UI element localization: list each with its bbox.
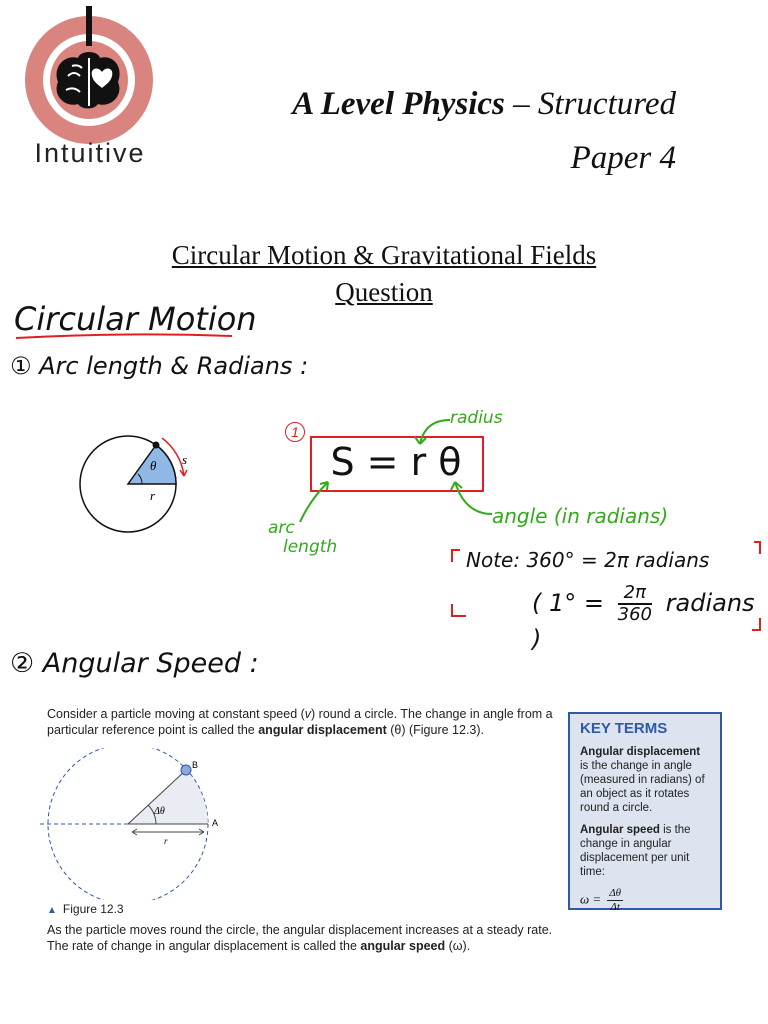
handwritten-section-title: Circular Motion [14,300,257,338]
note-open: ( 1° = [532,589,604,617]
angular-speed-formula [580,887,710,914]
handwritten-item-arc-length: ① Arc length & Radians : [10,352,309,380]
note-close: radians ) [532,589,755,653]
point-b-label: B [192,760,199,770]
theta-label: θ [150,458,157,473]
key-term-angular-displacement [580,745,710,815]
title-rest: – Structured [504,86,676,122]
para1-bold: angular displacement [258,723,387,737]
para2-text-b: (ω). [445,939,471,953]
para1-v: v [304,707,312,721]
para1-text-b: ) round a circle. The change in angle from a particular reference point is called the [47,707,553,737]
textbook-paragraph-2 [47,922,557,954]
para2-bold: angular speed [360,939,446,953]
key-term-angular-speed [580,823,710,879]
key-terms-title: KEY TERMS [580,720,668,737]
arc-length-formula: S = r θ [330,440,462,484]
arc-label: s [182,452,188,467]
para1-text-c: (θ) (Figure 12.3). [386,723,485,737]
logo-text: Intuitive [34,138,146,168]
annotation-arrows [260,410,520,540]
label-radius: radius [450,408,503,428]
document-subtitle: Paper 4 [570,140,676,176]
key-terms-box [568,712,722,913]
para2-text-a: As the particle moves round the circle, the angular displacement increases at a steady rate. The rate of change in angular displacement is called the [47,923,553,953]
radius-label: r [150,488,156,503]
topic-heading: Circular Motion & Gravitational Fields [171,240,597,270]
def1: is the change in angle (measured in radians) of an object as it rotates round a circle. [580,760,705,814]
arc-length-diagram [70,430,210,550]
point-a-label: A [212,818,219,828]
delta-theta-label: Δθ [154,806,165,817]
figure-caption-text: Figure 12.3 [62,902,124,916]
triangle-icon: ▲ [47,905,57,916]
radius-r-label: r [164,836,168,846]
omega-fraction [607,887,623,914]
omega-num: Δθ [609,887,622,899]
handwritten-item-angular-speed: ② Angular Speed : [10,648,259,679]
label-length: length [283,537,338,557]
omega-den: Δt [610,901,620,913]
title-bold: A Level Physics [292,86,505,122]
para1-text-a: Consider a particle moving at constant speed ( [47,707,305,721]
def2: is the change in angular displacement per unit time: [580,824,691,878]
red-underline [14,330,234,342]
document-title [200,86,676,123]
note-denominator: 360 [617,604,652,625]
textbook-paragraph-1 [47,706,557,738]
note-fraction [618,583,652,625]
figure-caption [47,902,124,916]
term2: Angular speed [580,824,660,836]
label-angle: angle (in radians) [492,504,669,528]
brain-logo-icon [18,6,160,146]
note-numerator: 2π [618,583,652,605]
angular-displacement-diagram [40,748,230,900]
note-degree [532,583,768,653]
omega-eq: ω = [580,891,602,907]
label-arc: arc [268,518,295,538]
note-conversion: Note: 360° = 2π radians [466,548,710,572]
term1: Angular displacement [580,746,701,758]
question-heading: Question [335,277,433,307]
marker-number-one: 1 [285,422,305,442]
